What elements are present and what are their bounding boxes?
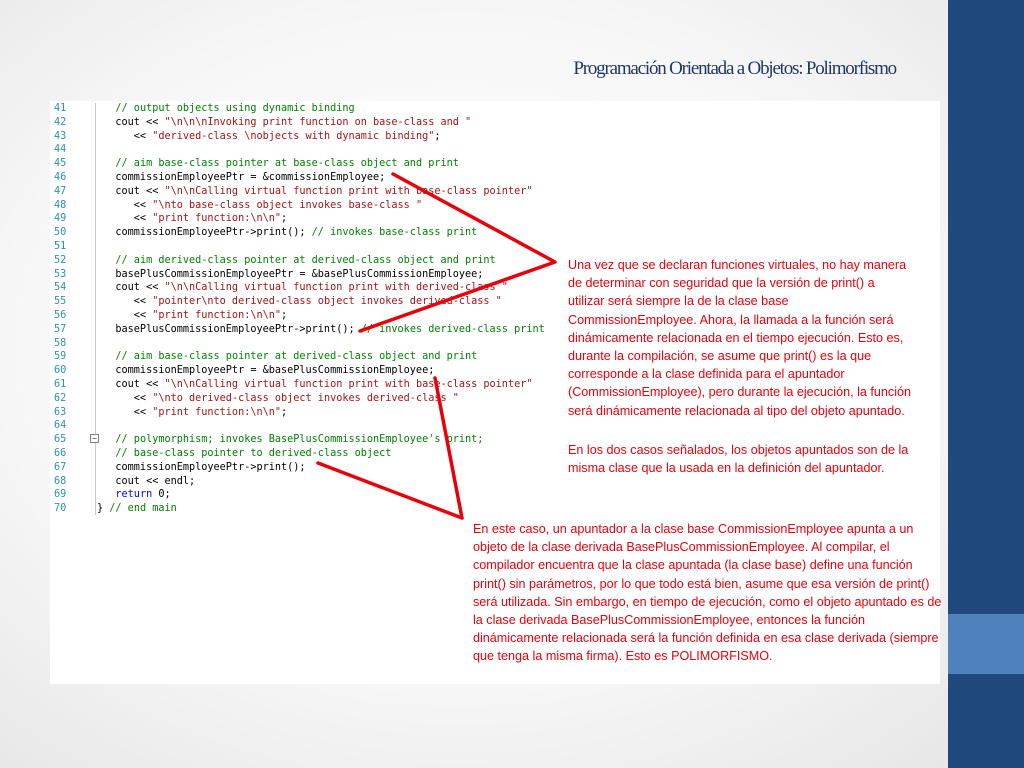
code-text: return 0; <box>115 489 171 501</box>
line-number: 44 <box>54 144 67 156</box>
code-text: cout << "\n\n\nInvoking print function on base-class and " <box>97 116 472 128</box>
line-number: 70 <box>54 503 67 515</box>
line-number: 47 <box>54 185 67 197</box>
code-text: << "print function:\n\n"; <box>97 213 288 225</box>
line-number: 43 <box>54 130 67 142</box>
line-number: 68 <box>54 475 67 487</box>
line-number: 56 <box>54 310 67 321</box>
code-text: << "\nto derived-class object invokes derived-class " <box>97 392 459 404</box>
code-text: cout << endl; <box>97 475 196 487</box>
annotation-same-class: En los dos casos señalados, los objetos apuntados son de la misma clase que la usada en la definición del apuntador. <box>568 443 909 476</box>
code-text: basePlusCommissionEmployeePtr = &basePlusCommissionEmployee; <box>97 268 484 280</box>
collapse-icon[interactable]: − <box>90 434 99 443</box>
line-number: 49 <box>54 213 67 225</box>
line-number: 61 <box>54 379 67 390</box>
line-number: 69 <box>54 489 67 501</box>
code-text: commissionEmployeePtr->print(); <box>97 461 306 473</box>
line-number: 65 <box>54 434 67 446</box>
code-text: // aim derived-class pointer at derived-class object and print <box>115 254 496 266</box>
code-text: cout << "\n\nCalling virtual function print with derived-class " <box>97 282 508 294</box>
line-number: 54 <box>54 282 67 294</box>
slide-title: Programación Orientada a Objetos: Polimorfismo <box>573 58 896 79</box>
line-number: 57 <box>54 323 67 335</box>
code-text: commissionEmployeePtr->print(); // invokes base-class print <box>97 227 478 239</box>
line-number: 55 <box>54 296 67 308</box>
arrow-to-line-46 <box>360 174 555 331</box>
code-text: cout << "\n\nCalling virtual function print with base-class pointer" <box>97 185 533 197</box>
code-text: << "derived-class \nobjects with dynamic binding"; <box>97 130 441 142</box>
code-text: // output objects using dynamic binding <box>115 103 355 114</box>
line-number: 50 <box>54 227 67 239</box>
annotation-polymorphism: En este caso, un apuntador a la clase base CommissionEmployee apunta a un objeto de la clase derivada BasePlusCommissionEmployee. Al compilar, el compilador encuentra que la clase apuntada (la clase base) define una función print() sin parámetros, por lo que todo está bien, asume que esa versión de print() será utilizada. Sin embargo, en tiempo de ejecución, como el objeto apuntado es de la clase derivada BasePlusCommissionEmployee, entonces la función dinámicamente relacionada será la función definida en esa clase derivada (siempre que tenga la misma firma). Esto es POLIMORFISMO. <box>473 522 942 664</box>
code-text: commissionEmployeePtr = &basePlusCommissionEmployee; <box>97 365 435 377</box>
line-number: 42 <box>54 116 67 128</box>
line-number: 51 <box>54 241 67 252</box>
sidebar-accent-light <box>948 614 1024 674</box>
line-number: 64 <box>54 420 67 432</box>
line-number: 46 <box>54 172 67 183</box>
code-text: cout << "\n\nCalling virtual function print with base-class pointer" <box>97 379 533 390</box>
arrow-to-line-60 <box>318 378 462 518</box>
code-text: // base-class pointer to derived-class object <box>115 448 392 459</box>
code-text: commissionEmployeePtr = &commissionEmployee; <box>97 172 386 183</box>
code-text: // aim base-class pointer at derived-class object and print <box>115 351 478 363</box>
code-text: // aim base-class pointer at base-class object and print <box>115 158 459 170</box>
code-text: basePlusCommissionEmployeePtr->print(); // invokes derived-class print <box>97 323 545 335</box>
line-number: 63 <box>54 406 67 418</box>
line-number: 62 <box>54 392 67 404</box>
line-number: 52 <box>54 254 67 266</box>
line-number: 59 <box>54 351 67 363</box>
line-number: 66 <box>54 448 67 459</box>
code-text: << "pointer\nto derived-class object invokes derived-class " <box>97 296 502 308</box>
line-number: 67 <box>54 461 67 473</box>
line-number: 53 <box>54 268 67 280</box>
code-screenshot <box>50 101 940 684</box>
code-text: << "print function:\n\n"; <box>97 310 288 321</box>
code-text: << "\nto base-class object invokes base-class " <box>97 199 423 211</box>
line-number: 41 <box>54 103 67 114</box>
line-number: 58 <box>54 337 67 349</box>
line-number: 45 <box>54 158 67 170</box>
code-text: // polymorphism; invokes BasePlusCommissionEmployee's print; <box>115 434 484 446</box>
line-number: 48 <box>54 199 67 211</box>
line-number: 60 <box>54 365 67 377</box>
annotation-virtual-functions: Una vez que se declaran funciones virtuales, no hay manera de determinar con seguridad que la versión de print() a utilizar será siempre la de la clase base CommissionEmployee. Ahora, la llamada a la función será dinámicamente relacionada en el tiempo ejecución. Esto es, durante la compilación, se asume que print() es la que corresponde a la clase definida para el apuntador (CommissionEmployee), pero durante la ejecución, la función será dinámicamente relacionada al tipo del objeto apuntado. <box>568 258 912 418</box>
code-text: << "print function:\n\n"; <box>97 406 288 418</box>
code-text: } // end main <box>97 503 177 515</box>
